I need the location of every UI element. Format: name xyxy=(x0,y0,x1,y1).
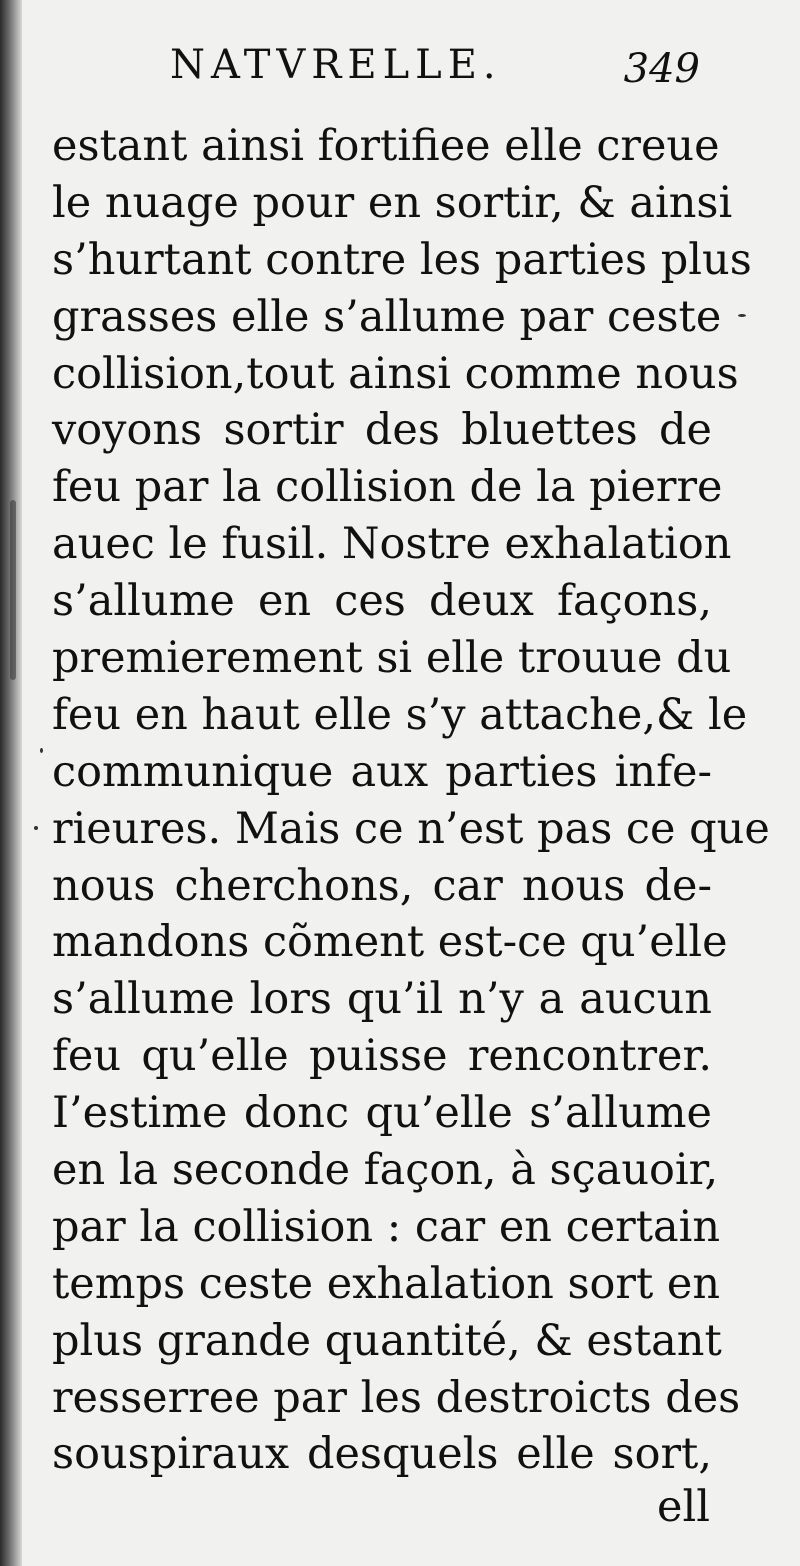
text-line: I’estime donc qu’elle s’allume xyxy=(52,1088,712,1139)
text-line: communique aux parties infe- xyxy=(52,746,712,797)
running-title: NATVRELLE. xyxy=(170,42,502,88)
text-line: s’allume en ces deux façons, xyxy=(52,576,712,627)
text-line: le nuage pour en sortir, & ainsi xyxy=(52,177,733,228)
text-line: souspiraux desquels elle sort, xyxy=(52,1429,712,1480)
text-line: auec le fusil. Nostre exhalation xyxy=(52,519,732,570)
text-line: voyons sortir des bluettes de xyxy=(52,405,712,456)
text-line: en la seconde façon, à sçauoir, xyxy=(52,1145,719,1196)
text-line: resserree par les destroicts des xyxy=(52,1372,741,1423)
text-line: plus grande quantité, & estant xyxy=(52,1315,722,1366)
text-line: nous cherchons, car nous de- xyxy=(52,860,712,911)
running-head xyxy=(170,42,710,102)
ink-speck xyxy=(34,826,38,830)
text-line: feu par la collision de la pierre xyxy=(52,462,723,513)
catchword: ell xyxy=(657,1482,710,1532)
text-line: feu en haut elle s’y attache,& le xyxy=(52,689,748,740)
ink-speck xyxy=(738,314,746,317)
text-line: temps ceste exhalation sort en xyxy=(52,1258,721,1309)
text-line: par la collision : car en certain xyxy=(52,1201,721,1252)
text-line: rieures. Mais ce n’est pas ce que xyxy=(52,803,770,854)
body-text xyxy=(52,118,770,1483)
text-line: grasses elle s’allume par ceste xyxy=(52,291,722,342)
binding-shadow xyxy=(10,500,16,680)
text-line: estant ainsi fortifiee elle creue xyxy=(52,121,720,171)
ink-speck xyxy=(40,748,43,753)
text-line: feu qu’elle puisse rencontrer. xyxy=(52,1031,712,1082)
text-line: collision,tout ainsi comme nous xyxy=(52,348,739,399)
page-number: 349 xyxy=(623,46,700,92)
text-line: s’allume lors qu’il n’y a aucun xyxy=(52,974,712,1025)
text-line: s’hurtant contre les parties plus xyxy=(52,234,752,285)
text-line: premierement si elle trouue du xyxy=(52,633,732,684)
text-line: mandons cõment est-ce qu’elle xyxy=(52,917,728,968)
page-gutter-edge xyxy=(0,0,22,1566)
